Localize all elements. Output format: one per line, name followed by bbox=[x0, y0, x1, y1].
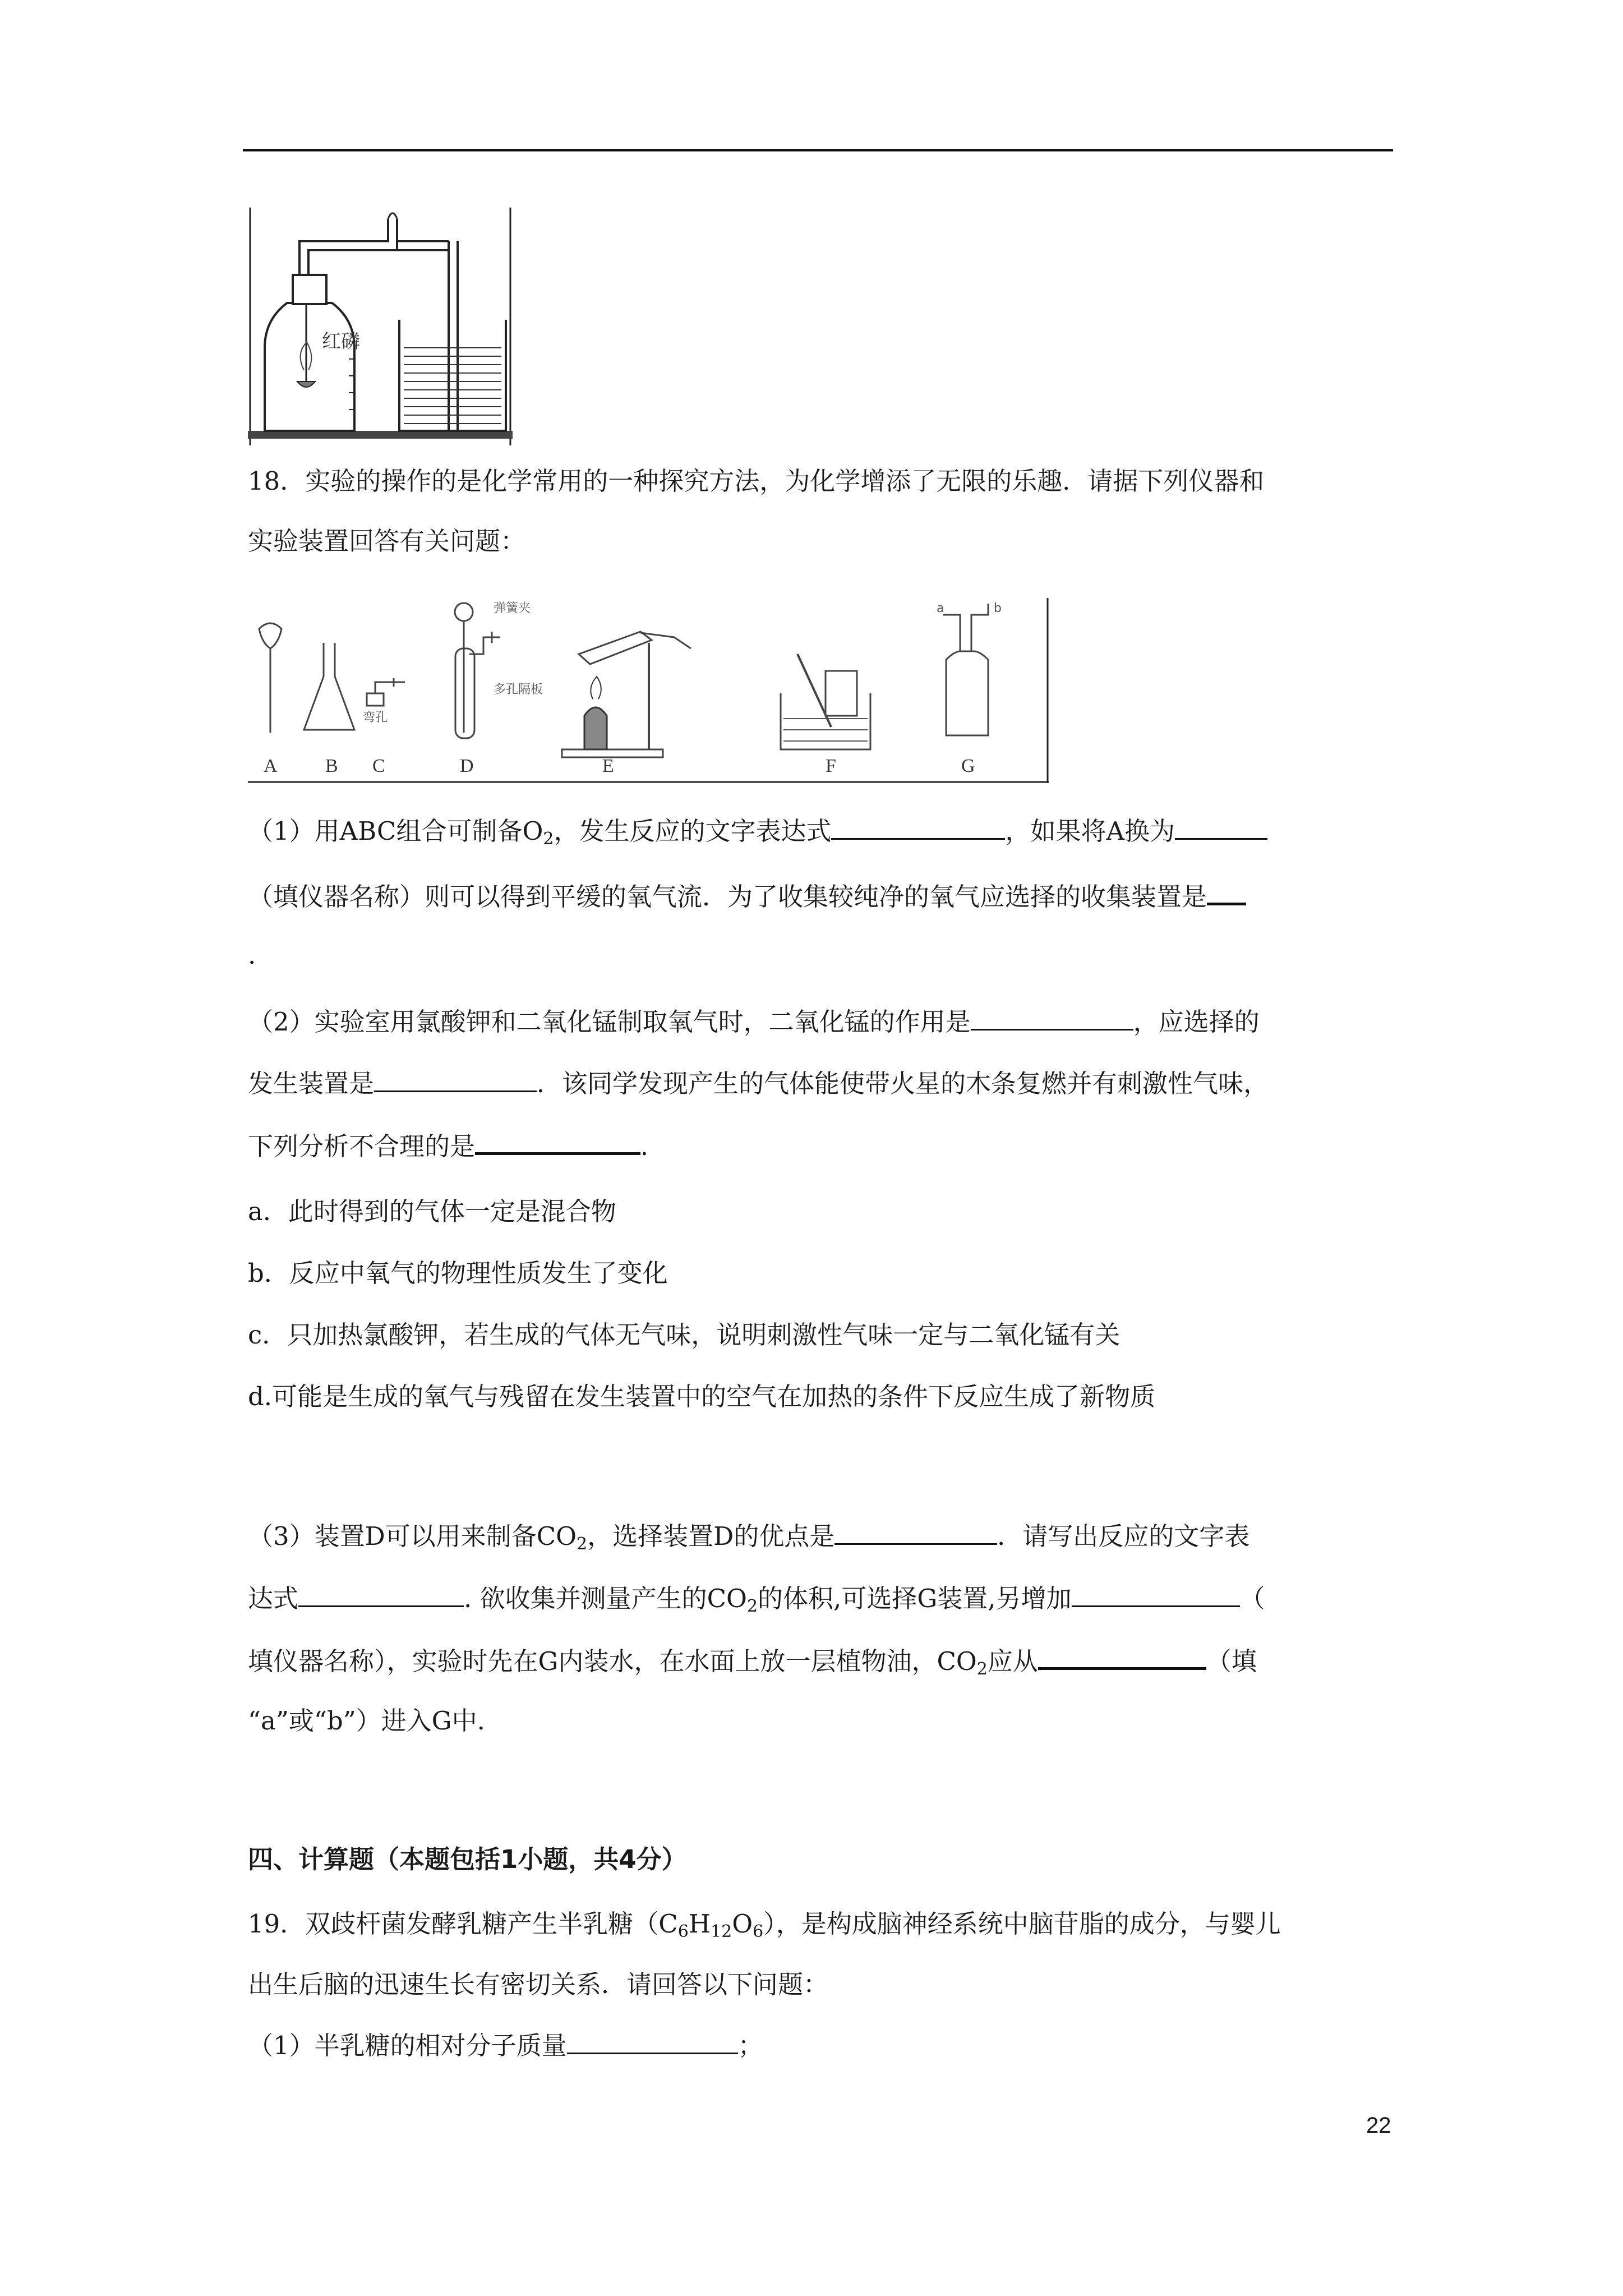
q18-intro-line2: 实验装置回答有关问题： bbox=[248, 526, 526, 556]
q19-line2: 出生后脑的迅速生长有密切关系．请回答以下问题： bbox=[248, 1970, 829, 1999]
q18-part3-line4: “a”或“b”）进入G中. bbox=[248, 1706, 485, 1736]
q19-part1: （1）半乳糖的相对分子质量 ； bbox=[248, 2028, 763, 2063]
apparatus-g-port-b: b bbox=[994, 601, 1002, 615]
page-number: 22 bbox=[1366, 2113, 1391, 2138]
red-phosphorus-label: 红磷 bbox=[322, 332, 360, 352]
apparatus-d-plate-label: 多孔隔板 bbox=[494, 683, 543, 697]
apparatus-label-e: E bbox=[602, 756, 614, 776]
apparatus-label-c: C bbox=[372, 756, 385, 776]
answer-blank[interactable] bbox=[1038, 1642, 1206, 1670]
header-rule bbox=[243, 149, 1393, 151]
apparatus-b-conical-flask bbox=[304, 643, 354, 730]
apparatus-c-stopper bbox=[363, 678, 405, 725]
apparatus-g-port-a: a bbox=[937, 601, 944, 615]
answer-blank[interactable] bbox=[834, 1519, 997, 1545]
answer-blank[interactable] bbox=[475, 1128, 640, 1155]
q18-option-d: d.可能是生成的氧气与残留在发生装置中的空气在加热的条件下反应生成了新物质 bbox=[248, 1382, 1156, 1411]
q18-intro-line1: 18．实验的操作的是化学常用的一种探究方法，为化学增添了无限的乐趣．请据下列仪器和 bbox=[248, 466, 1265, 496]
section4-heading: 四、计算题（本题包括1小题，共4分） bbox=[248, 1844, 687, 1874]
q18-part2-line1: （2）实验室用氯酸钾和二氧化锰制取氧气时，二氧化锰的作用是 ，应选择的 bbox=[248, 1004, 1260, 1039]
q18-part2-line3: 下列分析不合理的是 ． bbox=[248, 1128, 666, 1163]
answer-blank[interactable] bbox=[1072, 1581, 1240, 1607]
q19-line1: 19．双歧杆菌发酵乳糖产生半乳糖$(C_6H_{12}O_6)$，是构成脑神经系统中脑苷脂的成分，与婴儿 bbox=[248, 1909, 1281, 1941]
answer-blank[interactable] bbox=[374, 1066, 537, 1092]
apparatus-g-gas-bottle bbox=[937, 601, 1002, 735]
apparatus-a-funnel bbox=[259, 623, 282, 733]
apparatus-label-d: D bbox=[460, 756, 474, 776]
answer-blank[interactable] bbox=[971, 1004, 1133, 1030]
apparatus-f-water-trough bbox=[781, 654, 870, 749]
q18-option-b: b．反应中氧气的物理性质发生了变化 bbox=[248, 1258, 668, 1288]
answer-blank[interactable] bbox=[1207, 878, 1246, 905]
lab-apparatus-figure bbox=[248, 598, 1049, 783]
q18-option-a: a．此时得到的气体一定是混合物 bbox=[248, 1197, 616, 1226]
apparatus-c-label-small: 弯孔 bbox=[363, 711, 388, 725]
answer-blank[interactable] bbox=[298, 1581, 464, 1607]
apparatus-label-g: G bbox=[961, 756, 975, 776]
q18-part3-line3: 填仪器名称），实验时先在G内装水，在水面上放一层植物油，$CO_2$应从 （填 bbox=[248, 1642, 1257, 1678]
apparatus-label-a: A bbox=[264, 756, 278, 776]
apparatus-label-f: F bbox=[826, 756, 836, 776]
answer-blank[interactable] bbox=[567, 2028, 738, 2054]
red-phosphorus-apparatus-figure bbox=[248, 208, 513, 445]
apparatus-d-tube bbox=[455, 601, 543, 738]
q18-option-c: c．只加热氯酸钾，若生成的气体无气味，说明刺激性气味一定与二氧化锰有关 bbox=[248, 1320, 1121, 1350]
apparatus-label-b: B bbox=[325, 756, 338, 776]
apparatus-e-heating-setup bbox=[562, 632, 691, 757]
q18-part1-line1: （1）用ABC组合可制备$O_2$，发生反应的文字表达式 ，如果将A换为 bbox=[248, 813, 1267, 848]
apparatus-d-clip-label: 弹簧夹 bbox=[494, 601, 531, 615]
answer-blank[interactable] bbox=[1175, 813, 1267, 840]
answer-blank[interactable] bbox=[831, 813, 1005, 840]
q18-part3-line2: 达式 . 欲收集并测量产生的$CO_2$的体积,可选择G装置,另增加 （ bbox=[248, 1581, 1265, 1616]
q18-part3-line1: （3）装置D可以用来制备$CO_2$，选择装置D的优点是 ．请写出反应的文字表 bbox=[248, 1519, 1249, 1553]
q18-part2-line2: 发生装置是 ．该同学发现产生的气体能使带火星的木条复燃并有刺激性气味， bbox=[248, 1066, 1269, 1101]
q18-part1-line2: （填仪器名称）则可以得到平缓的氧气流．为了收集较纯净的氧气应选择的收集装置是 bbox=[248, 878, 1246, 914]
q18-part1-line3: . bbox=[248, 940, 256, 970]
